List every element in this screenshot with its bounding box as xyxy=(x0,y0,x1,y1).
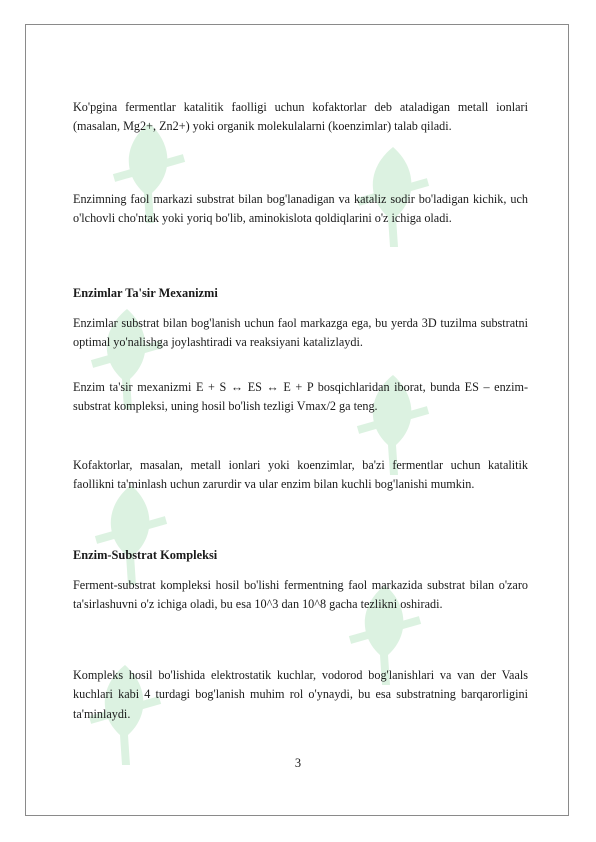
paragraph-active-center: Enzimlar substrat bilan bog'lanish uchun faol markazga ega, bu yerda 3D tuzilma substratni optimal yo'nalishga joylashtiradi va reaksiyani katalizlaydi. xyxy=(73,316,528,350)
heading-enzyme-substrate-complex: Enzim-Substrat Kompleksi xyxy=(73,548,218,562)
paragraph-binding-forces: Kompleks hosil bo'lishida elektrostatik kuchlar, vodorod bog'lanishlari va van der Vaals kuchlari kabi 4 turdagi bog'lanish muhim rol o'ynaydi, bu esa substratning barqarorligini ta'minlaydi. xyxy=(73,668,528,721)
paragraph-reaction-mechanism: Enzim ta'sir mexanizmi E + S ↔ ES ↔ E + P bosqichlaridan iborat, bunda ES – enzim-substrat kompleksi, uning hosil bo'lish tezligi Vmax/2 ga teng. xyxy=(73,380,528,414)
page-number: 3 xyxy=(294,756,302,770)
paragraph-cofactors-intro: Ko'pgina fermentlar katalitik faolligi uchun kofaktorlar deb ataladigan metall ionlari (masalan, Mg2+, Zn2+) yoki organik molekulalarni (koenzimlar) talab qiladi. xyxy=(73,100,528,134)
paragraph-active-site: Enzimning faol markazi substrat bilan bog'lanadigan va kataliz sodir bo'ladigan kichik, uch o'lchovli cho'ntak yoki yoriq bo'lib, aminokislota qoldiqlarini o'z ichiga oladi. xyxy=(73,192,528,226)
paragraph-cofactors-role: Kofaktorlar, masalan, metall ionlari yoki koenzimlar, ba'zi fermentlar uchun katalitik faollikni ta'minlash uchun zarurdir va ular enzim bilan kuchli bog'lanishi mumkin. xyxy=(73,458,528,492)
heading-enzyme-mechanism: Enzimlar Ta'sir Mexanizmi xyxy=(73,286,218,300)
paragraph-complex-formation: Ferment-substrat kompleksi hosil bo'lishi fermentning faol markazida substrat bilan o'zaro ta'sirlashuvni o'z ichiga oladi, bu esa 10^3 dan 10^8 gacha tezlikni oshiradi. xyxy=(73,578,528,612)
